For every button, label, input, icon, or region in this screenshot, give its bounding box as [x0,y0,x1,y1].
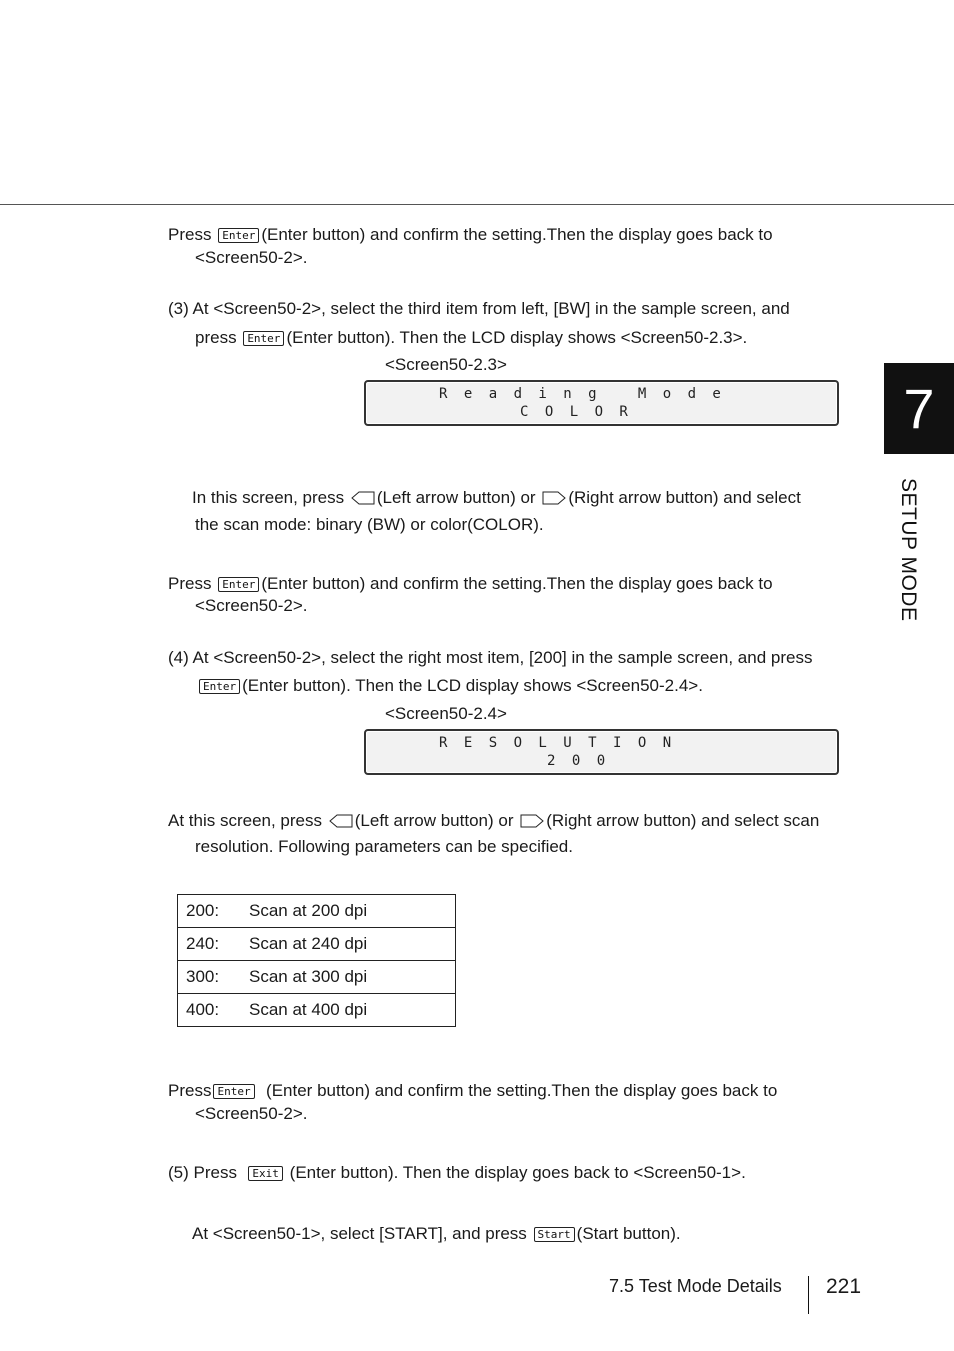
table-cell-value: 300: [178,961,242,994]
paragraph-line: the scan mode: binary (BW) or color(COLOR). [195,515,544,534]
paragraph-text: At <Screen50-1>, select [START], and press [192,1224,527,1243]
paragraph-confirm-1 [168,225,773,245]
paragraph-line: resolution. Following parameters can be specified. [195,837,573,856]
screen-label-2-4: <Screen50-2.4> [385,704,507,723]
table-row [178,961,456,994]
step-4-line2 [197,676,703,696]
chapter-tab: 7 [884,363,954,454]
start-key-icon: Start [534,1227,575,1242]
enter-key-icon: Enter [243,331,284,346]
paragraph-arrow-1 [192,488,801,508]
paragraph-text: In this screen, press [192,488,345,507]
header-rule [0,204,954,205]
table-cell-desc: Scan at 300 dpi [241,961,456,994]
table-cell-desc: Scan at 400 dpi [241,994,456,1027]
left-arrow-button-icon [329,814,353,828]
paragraph-confirm-3 [168,1081,777,1101]
step-text: (Enter button). Then the display goes back to <Screen50-1>. [289,1163,746,1182]
press-text: Press [168,1081,212,1100]
paragraph-arrow-2 [168,811,819,831]
press-text: Press [168,225,212,244]
lcd-line-1: R E S O L U T I O N [439,735,676,751]
table-row [178,928,456,961]
paragraph-text: (Left arrow button) or [354,811,514,830]
chapter-title: SETUP MODE [897,478,920,622]
step-3-line1: (3) At <Screen50-2>, select the third item from left, [BW] in the sample screen, and [168,299,790,318]
footer-section-title: 7.5 Test Mode Details [609,1276,782,1296]
page-number: 221 [826,1275,862,1298]
press-text: Press [168,574,212,593]
press-text: press [195,328,237,347]
step-3-line2 [195,328,747,348]
table-row [178,994,456,1027]
lcd-line-2: C O L O R [520,404,632,420]
screen-label-2-3: <Screen50-2.3> [385,355,507,374]
paragraph-text: At this screen, press [168,811,323,830]
table-cell-desc: Scan at 240 dpi [241,928,456,961]
step-4-line1: (4) At <Screen50-2>, select the right most item, [200] in the sample screen, and press [168,648,813,667]
lcd-screen-2-3 [364,380,839,426]
paragraph-text: (Left arrow button) or [376,488,536,507]
paragraph-confirm-2 [168,574,773,594]
lcd-screen-2-4 [364,729,839,775]
paragraph-text: (Enter button) and confirm the setting.Then the display goes back to [261,225,773,244]
paragraph-text: (Start button). [576,1224,681,1243]
exit-key-icon: Exit [248,1166,283,1181]
paragraph-start [192,1224,681,1244]
footer-divider [808,1276,809,1314]
paragraph-line: <Screen50-2>. [195,596,308,615]
paragraph-text: (Right arrow button) and select [568,488,801,507]
step-text: (Enter button). Then the LCD display shows <Screen50-2.4>. [242,676,703,695]
left-arrow-button-icon [351,491,375,505]
paragraph-line: <Screen50-2>. [195,1104,308,1123]
paragraph-line: <Screen50-2>. [195,248,308,267]
step-5 [168,1163,746,1183]
paragraph-text: (Enter button) and confirm the setting.Then the display goes back to [261,574,773,593]
table-cell-value: 200: [178,895,242,928]
enter-key-icon: Enter [218,228,259,243]
table-cell-value: 400: [178,994,242,1027]
lcd-line-1: R e a d i n g M o d e [439,386,725,402]
step-text: (Enter button). Then the LCD display shows <Screen50-2.3>. [286,328,748,347]
right-arrow-button-icon [542,491,566,505]
table-row [178,895,456,928]
paragraph-text: (Enter button) and confirm the setting.Then the display goes back to [266,1081,778,1100]
enter-key-icon: Enter [213,1084,254,1099]
paragraph-text: (Right arrow button) and select scan [546,811,820,830]
table-cell-desc: Scan at 200 dpi [241,895,456,928]
resolution-table [177,894,456,1027]
enter-key-icon: Enter [199,679,240,694]
press-text: (5) Press [168,1163,237,1182]
lcd-line-2: 2 0 0 [547,753,610,769]
table-cell-value: 240: [178,928,242,961]
enter-key-icon: Enter [218,577,259,592]
right-arrow-button-icon [520,814,544,828]
